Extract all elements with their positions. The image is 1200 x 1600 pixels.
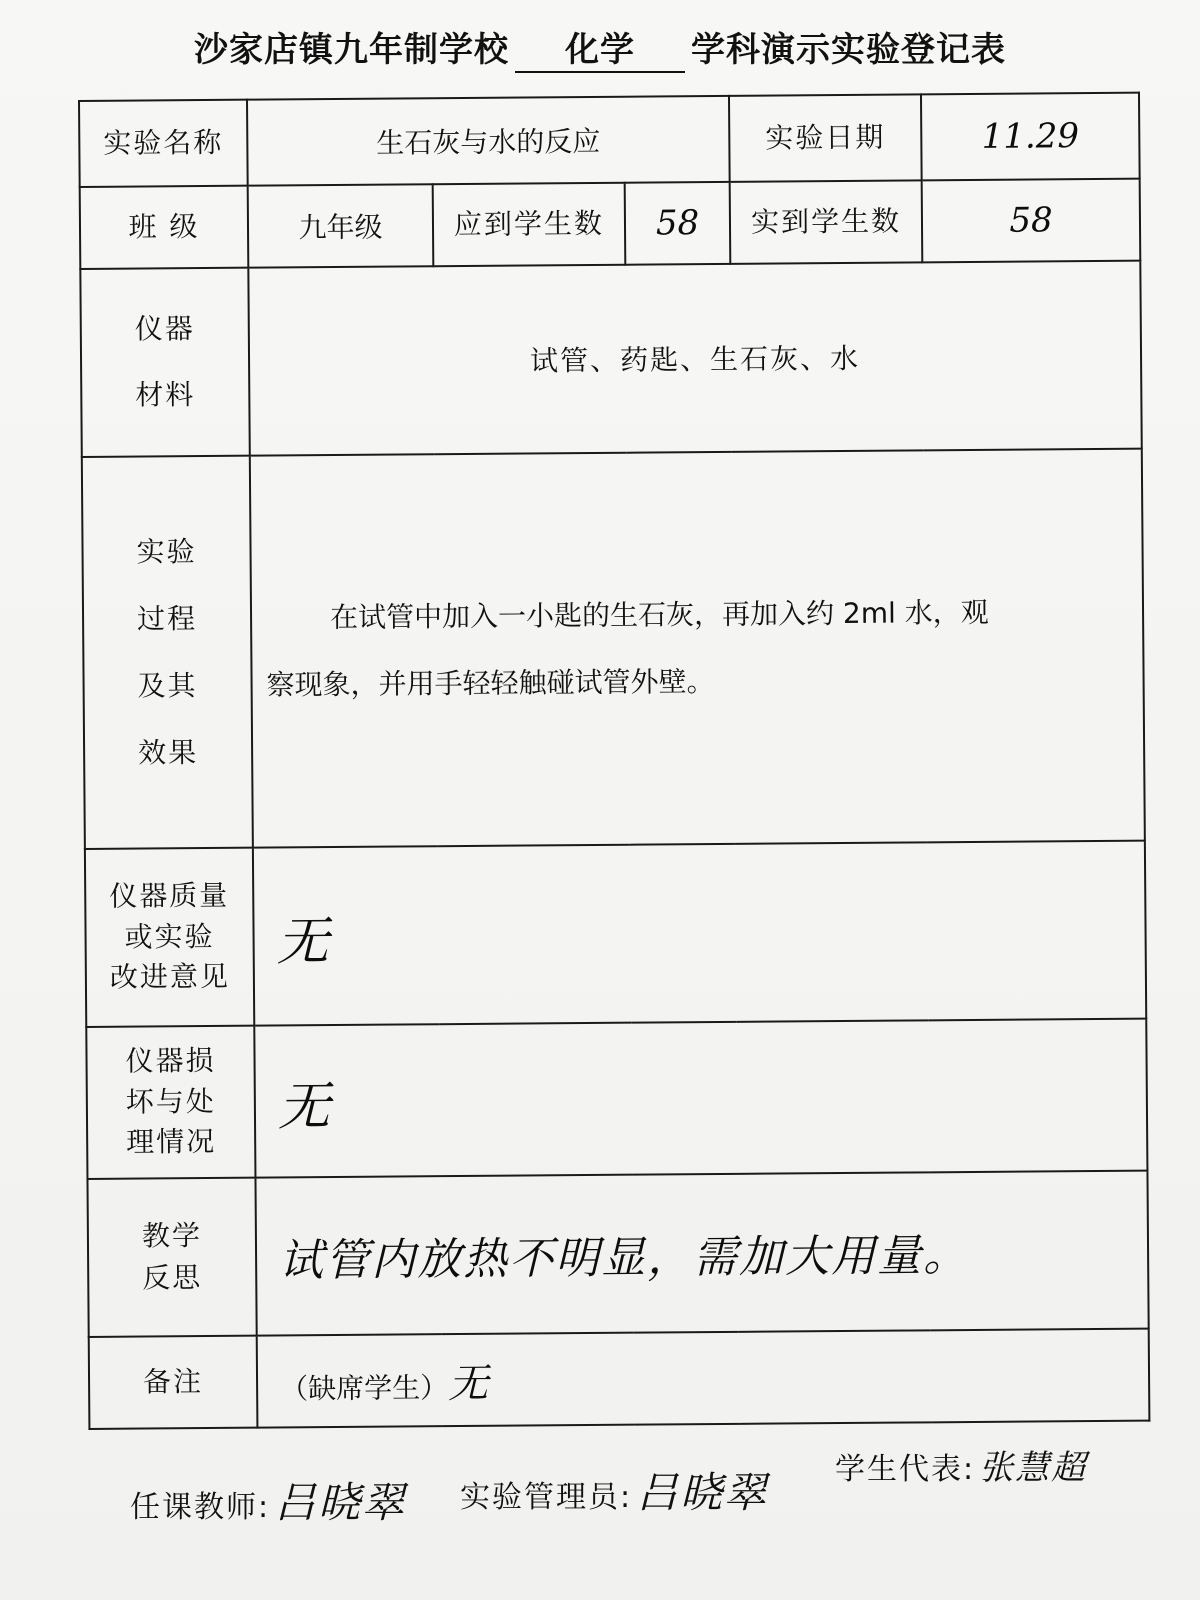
teacher-name: 吕晓翠 [274, 1478, 407, 1527]
quality-label-line: 改进意见 [109, 960, 231, 995]
materials-label-line: 仪器 [134, 312, 195, 346]
row-materials [80, 261, 1141, 457]
damage-label-line: 理情况 [126, 1125, 217, 1159]
damage-label-line: 坏与处 [125, 1084, 216, 1119]
name-value: 生石灰与水的反应 [247, 96, 730, 186]
process-label-line: 及其 [137, 669, 198, 703]
process-label-line: 效果 [137, 736, 199, 770]
class-label: 班 级 [80, 186, 249, 269]
admin-name: 吕晓翠 [636, 1468, 769, 1517]
process-label-line: 过程 [136, 601, 198, 636]
date-label: 实验日期 [729, 94, 922, 182]
form-table [78, 92, 1150, 1430]
remark-label: 备注 [89, 1336, 258, 1429]
date-value: 11.29 [921, 93, 1140, 181]
remark-prefix: （缺席学生） [279, 1370, 449, 1405]
reflection-label [87, 1178, 256, 1337]
admin-signature [460, 1460, 768, 1520]
student-signature [835, 1440, 1087, 1489]
process-line: 在试管中加入一小匙的生石灰，再加入约 2ml 水，观 [329, 595, 989, 634]
quality-label [85, 848, 254, 1027]
remark-cell [257, 1329, 1150, 1428]
row-class [80, 179, 1141, 269]
damage-label [86, 1026, 255, 1179]
registration-form [78, 92, 1149, 1470]
admin-label: 实验管理员: [460, 1480, 633, 1515]
reflection-label-line: 反思 [142, 1261, 203, 1295]
materials-value: 试管、药匙、生石灰、水 [248, 261, 1141, 456]
reflection-value: 试管内放热不明显，需加大用量。 [255, 1171, 1148, 1336]
quality-label-line: 仪器质量 [109, 878, 230, 913]
signature-row [130, 1440, 1130, 1550]
process-label-line: 实验 [136, 534, 197, 569]
actual-value: 58 [922, 179, 1141, 263]
materials-label-line: 材料 [135, 378, 196, 412]
row-reflection [87, 1171, 1148, 1337]
process-label [82, 456, 253, 849]
damage-value: 无 [254, 1019, 1147, 1178]
class-value: 九年级 [248, 184, 434, 267]
process-description [250, 449, 1145, 848]
form-title [0, 22, 1200, 73]
reflection-label-line: 教学 [141, 1219, 203, 1253]
remark-value: 无 [447, 1360, 489, 1407]
expected-label: 应到学生数 [433, 183, 626, 267]
row-quality [85, 841, 1146, 1027]
row-remark [89, 1329, 1150, 1429]
row-process [82, 449, 1145, 849]
row-damage [86, 1019, 1147, 1179]
actual-label: 实到学生数 [730, 180, 923, 264]
damage-label-line: 仪器损 [125, 1044, 216, 1078]
title-prefix: 沙家店镇九年制学校 [194, 30, 509, 70]
teacher-signature [130, 1470, 406, 1530]
subject-field: 化学 [515, 22, 685, 73]
title-suffix: 学科演示实验登记表 [691, 30, 1006, 70]
quality-value: 无 [253, 841, 1146, 1026]
student-label: 学生代表: [835, 1452, 976, 1487]
teacher-label: 任课教师: [130, 1490, 271, 1525]
process-line: 察现象，并用手轻轻触碰试管外壁。 [266, 665, 715, 702]
quality-label-line: 或实验 [124, 919, 215, 954]
row-experiment-name [79, 93, 1140, 187]
materials-label [80, 268, 249, 457]
expected-value: 58 [625, 182, 731, 265]
name-label: 实验名称 [79, 100, 248, 187]
student-name: 张慧超 [979, 1448, 1088, 1488]
